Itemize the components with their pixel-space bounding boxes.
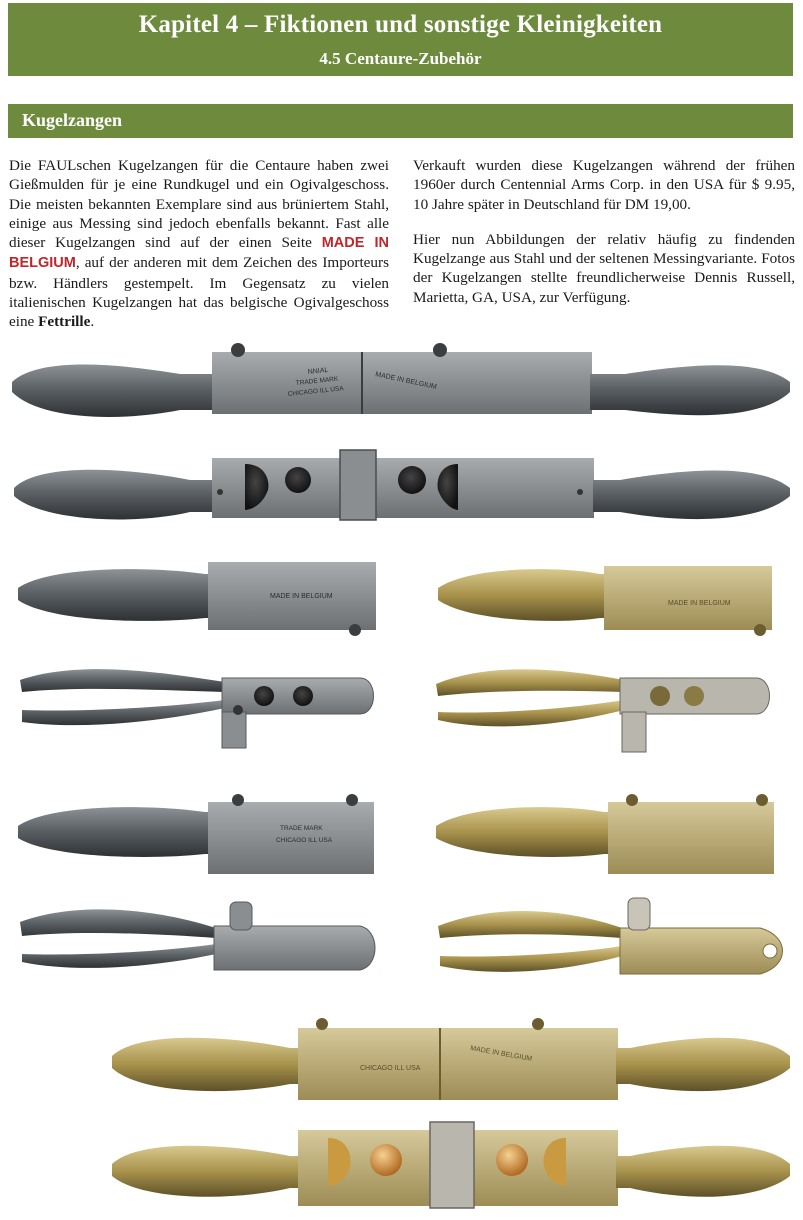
- steel-mold-short-closed: [18, 562, 376, 636]
- intro-text-b: , auf der anderen mit dem Zeichen des Importeurs bzw. Händlers gestempelt. Im Gegensatz zu vielen italienischen Kugelzangen hat das belgische Ogivalgeschoss eine: [9, 254, 389, 331]
- left-text-column: [9, 156, 389, 348]
- engraving-centennial: NNIAL: [307, 366, 329, 376]
- brass-pliers-closed: [438, 898, 783, 974]
- engraving-belgium-3: MADE IN BELGIUM: [668, 600, 731, 607]
- fettrille-term: Fettrille: [38, 313, 91, 331]
- chapter-subtitle: 4.5 Centaure-Zubehör: [319, 49, 482, 68]
- steel-pliers-closed: [20, 902, 375, 970]
- engraving-chicago-3: CHICAGO ILL USA: [360, 1065, 421, 1072]
- intro-paragraph: [9, 156, 389, 332]
- brass-mold-closed-long: [112, 1018, 790, 1100]
- engraving-belgium: MADE IN BELGIUM: [374, 371, 438, 391]
- engraving-trademark: TRADE MARK: [295, 375, 339, 387]
- brass-mold-open-long: [112, 1122, 790, 1208]
- chapter-title: Kapitel 4 – Fiktionen und sonstige Kleinigkeiten: [138, 11, 663, 38]
- engraving-chicago: CHICAGO ILL USA: [287, 385, 345, 398]
- sales-paragraph: Verkauft wurden diese Kugelzangen während der frühen 1960er durch Centennial Arms Corp. in den USA für $ 9.95, 10 Jahre später in Deutschland für DM 19,00.: [413, 157, 795, 213]
- right-text-column: [413, 156, 795, 323]
- engraving-belgium-4: MADE IN BELGIUM: [469, 1045, 533, 1063]
- brass-mold-short-stamped: [436, 794, 774, 874]
- section-heading-bar: [8, 104, 793, 138]
- photos-paragraph: Hier nun Abbildungen der relativ häufig zu findenden Kugelzange aus Stahl und der seltenen Messingvariante. Fotos der Kugelzangen stellte freundlicherweise Dennis Russell, Marietta, GA, USA, zur Verfügung.: [413, 230, 795, 306]
- steel-mold-open-top: [14, 450, 790, 520]
- bullet-mold-photos: [0, 330, 803, 1220]
- section-heading: Kugelzangen: [22, 110, 123, 130]
- steel-mold-closed-top: [12, 343, 790, 417]
- steel-pliers-open: [20, 669, 374, 748]
- steel-mold-short-stamped: [18, 794, 374, 874]
- brass-pliers-open: [436, 669, 770, 752]
- engraving-chicago-2: CHICAGO ILL USA: [276, 837, 333, 844]
- brass-mold-short-closed: [438, 566, 772, 636]
- intro-text-a: Die FAULschen Kugelzangen für die Centaure haben zwei Gießmulden für je eine Rundkugel und ein Ogivalgeschoss. Die meisten bekannten Exemplare sind aus brüniertem Stahl, einige aus Messing sind jedoch ebenfalls bekannt. Fast alle dieser Kugelzangen sind auf der einen Seite: [9, 157, 389, 252]
- made-in-belgium-stamp: MADE IN BELGIUM: [9, 235, 389, 272]
- engraving-trademark-2: TRADE MARK: [280, 825, 323, 832]
- chapter-header: [8, 3, 793, 76]
- engraving-belgium-2: MADE IN BELGIUM: [270, 593, 333, 600]
- intro-text-c: .: [90, 313, 95, 331]
